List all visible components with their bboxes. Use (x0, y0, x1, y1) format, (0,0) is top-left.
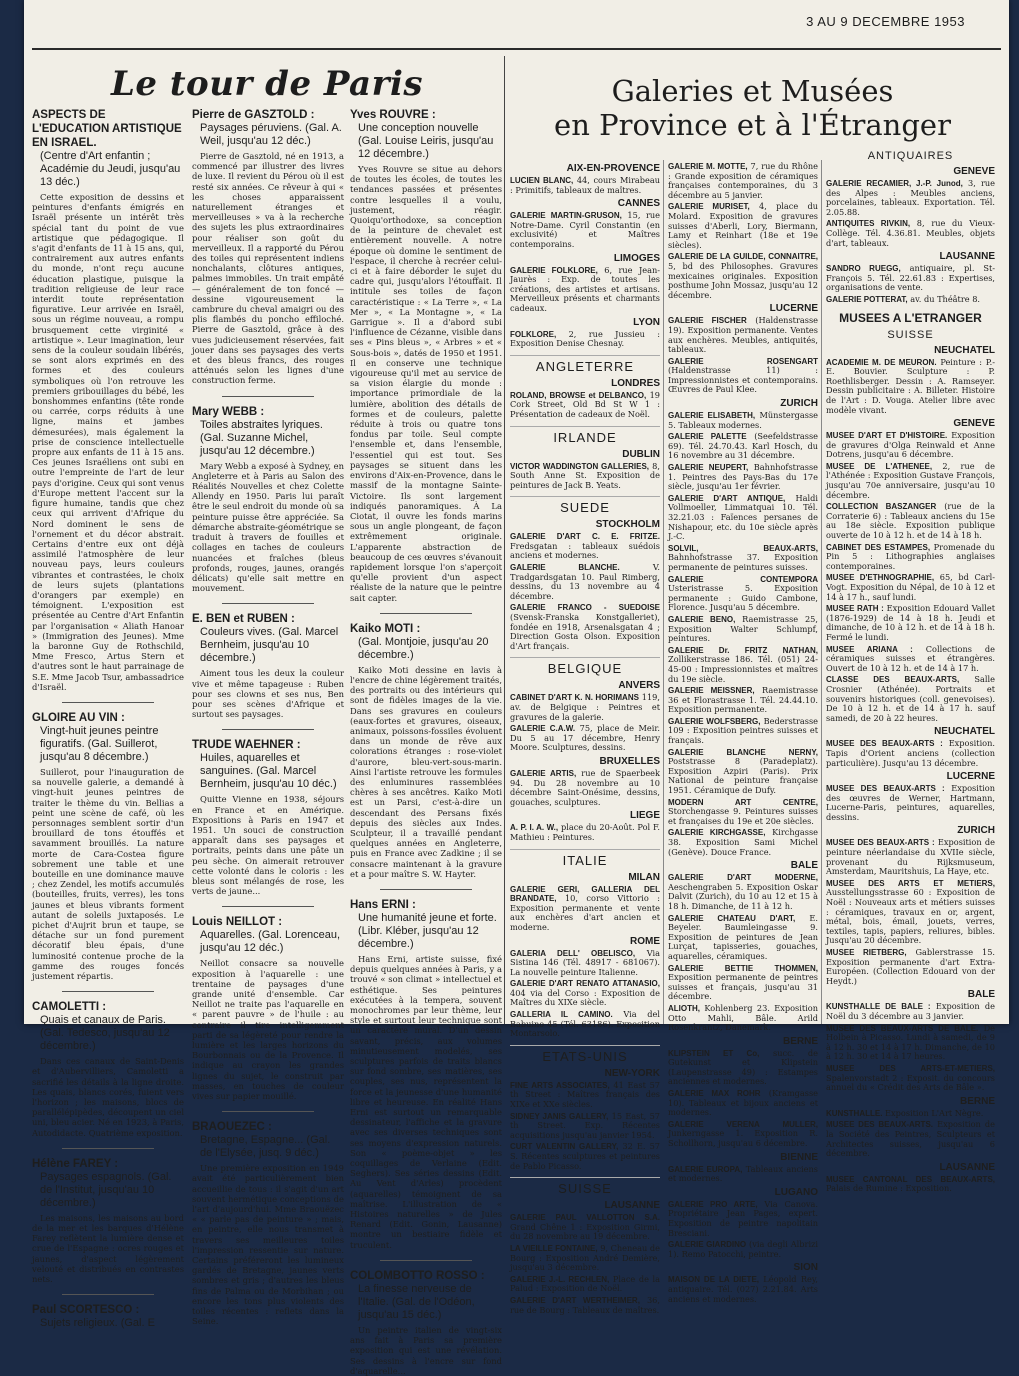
galeries-et-musees-section (510, 56, 996, 1315)
listing-entry: GALERIE M. MOTTE, 7, rue du Rhône : Grande exposition de céramiques françaises contemporaines, du 3 décembre au 5 janvier. (668, 161, 818, 200)
listing-name: CURT VALENTIN GALLERY, (510, 1142, 619, 1152)
listing-entry: MUSEE ARIANA : Collections de céramiques suisses et étrangères. Ouvert de 10 à 12 h. et de 14 à 17 h. (826, 643, 996, 673)
article-heading: COLOMBOTTO ROSSO : (350, 1269, 485, 1282)
listing-entry: GALERIE VERENA MULLER, Junkerngasse 1. Exposition R. Schollhorn, jusqu'au 6 décembre. (668, 1119, 818, 1149)
listing-entry: GALERIE ARTIS, rue de Spaerbeek 94. Du 28 novembre au 10 décembre Saint-Onésime, dessins, gouaches, sculptures. (510, 767, 660, 807)
listing-name: KUNSTHALLE DE BALE : (826, 1002, 931, 1012)
article-separator (62, 1148, 153, 1149)
city-heading: LYON (633, 316, 660, 328)
listing-name: GALERIE BLANCHE NERNY, (668, 747, 818, 757)
listing-name: SOLVIL, BEAUX-ARTS, (668, 543, 818, 553)
listing-name: MUSEE ARIANA : (826, 644, 913, 654)
listing-entry: GALERIE BETTIE THOMMEN, Exposition permanente de peintres suisses et français, jusqu'au 31 décembre. (668, 963, 818, 1002)
listing-name: GALERIE ARTIS, (510, 768, 577, 778)
article-subtitle: Sujets religieux. (Gal. E (40, 1317, 155, 1330)
city-heading: BRUXELLES (599, 755, 660, 767)
listing-name: ROLAND, BROWSE et DELBANCO, (510, 390, 647, 400)
article-separator (380, 613, 471, 614)
column-2 (192, 108, 345, 1327)
article (350, 1269, 502, 1376)
listing-name: GALERIE FISCHER (668, 316, 747, 326)
article-heading: ASPECTS DE L'EDUCATION ARTISTIQUE EN ISRAEL. (32, 109, 182, 149)
article-subtitle: Bretagne, Espagne... (Gal. de l'Elysée, jusq. 9 déc.) (200, 1134, 331, 1160)
listing-name: GALERIE KIRCHGASSE, (668, 828, 766, 838)
listing-entry: VICTOR WADDINGTON GALLERIES, 8, South Anne St. Exposition de peintures de Jack B. Yeats. (510, 460, 660, 490)
listing-entry: FINE ARTS ASSOCIATES, 41 East 57 th Street : Maîtres français des XIXe et XXe siècles. (510, 1079, 660, 1110)
listing-name: FINE ARTS ASSOCIATES, (510, 1080, 610, 1090)
article-heading: Kaiko MOTI : (350, 622, 421, 635)
listing-column-1 (510, 160, 661, 1315)
listing-name: MUSEE DES BEAUX-ARTS : (826, 739, 943, 749)
listing-name: VICTOR WADDINGTON GALLERIES, (510, 461, 650, 471)
listing-entry: MUSEE RIETBERG, Gablerstrasse 15. Exposition permanente d'art Extra-Européen. (Collection Edouard von der Heydt.) (826, 947, 996, 986)
listing-name: GALERIE C.A.W. (510, 724, 576, 734)
listing-entry: GALERIE Dr. FRITZ NATHAN, Zollikerstrasse 186. Tél. (051) 24-45-00 : Impressionnistes et maîtres du 19e siècle. (668, 645, 818, 684)
country-heading: IRLANDE (510, 426, 660, 445)
article-heading: Hans ERNI : (350, 899, 416, 911)
listing-entry: MUSEE DES BEAUX-ARTS DE BALE. De Holbein à Picasso. Lundi à samedi, de 9 à 12 h. 30 et 14 à 17 h. Dimanche, de 10 à 12 h. 30 et 14 à 17 heures. (826, 1022, 995, 1062)
listing-entry: ALIOTH, Kohlenberg 23. Exposition Otto Mahli, Bâle. Arild Rosenkrantz, Danemark. (668, 1002, 818, 1033)
section-heading: ANTIQUAIRES (867, 150, 954, 162)
article-body: Suillerot, pour l'inauguration de sa nouvelle galerie, a demandé à vingt-huit jeunes peintres de traiter le thème du vin. Bellias a peint une scène de café, où les personnages semblent sortir d'un brouillard de tons étouffés et savamment brouillés. La nature morte de Cara-Costea figure sobrement une table et une bouteille en une dominance mauve ; chez Zendel, les motifs accumulés (bouteilles, fruits, verres), les tons jaunes et bleus vibrants forment autant de soleils juxtaposés. Le pichet d'Aujrit brun et taupe, se détache sur un fond purement décoratif bleu épais, d'une luminosité contenue proche de la gamme des rouges foncés justement répartis. (32, 766, 184, 982)
title-line-2: en Province et à l'Étranger (554, 108, 951, 142)
article-subtitle: Huiles, aquarelles et sanguines. (Gal. Marcel Bernheim, jusqu'au 10 déc.) (200, 752, 337, 791)
article-heading: Louis NEILLOT : (192, 916, 283, 929)
city-heading: NEUCHATEL (934, 726, 995, 738)
listing-name: LUCIEN BLANC, (510, 176, 574, 185)
article (192, 612, 344, 719)
listing-name: SIDNEY JANIS GALLERY, (510, 1111, 609, 1121)
city-heading: LIMOGES (613, 252, 660, 264)
listing-name: GALERIE BLANCHE. (510, 563, 620, 573)
section-title-right (510, 56, 995, 156)
listing-name: GALERIE BENO, (668, 614, 736, 624)
article-separator (222, 603, 313, 604)
listing-name: ANTIQUITES RIVKIN, (826, 219, 911, 229)
article-separator (62, 991, 153, 992)
listing-entry: SIDNEY JANIS GALLERY, 15 East, 57 th Street. Exp. Récentes acquisitions jusqu'au janvier 1954. (510, 1110, 660, 1140)
article-body: Quitte Vienne en 1938, séjours en France et en Amérique. Expositions à Paris en 1947 et 1951. Un souci de construction apparaît dans ses paysages et portraits, peints dans une pâte un peu sèche. On aimerait retrouver cette volonté dans le coloris : les bleus sont mélangés de rose, les verts de jaune... (192, 794, 344, 897)
article-body: Kaiko Moti dessine en lavis à l'encre de chine légèrement traités, des portraits ou des intérieurs qui sont de fidèles images de la vie. Dans ses gravures en couleurs (eaux-fortes et gravures, oiseaux, animaux, poissons-fossiles évoluent dans un monde de rêve aux colorations étranges : rose-violet d'aurore, bleu-vert-sous-marin. Ainsi l'artiste retrouve les formules des enluminures rassemblées chères à ses ancêtres. Kaiko Moti est un Parsi, c'est-à-dire un descendant des Persans fixés depuis des siècles aux Indes. Sculpteur, il a travaillé pendant quelques années en Angleterre, puis en France avec Zadkine ; il se consacre maintenant à la gravure et a pour maître S. W. Hayter. (350, 664, 502, 879)
article-body: Mary Webb a exposé à Sydney, en Angleterre et à Paris au Salon des Réalités Nouvelles et chez Colette Allendy en 1950. Paris lui paraît être le seul endroit du monde où sa peinture puisse être appréciée. Sa démarche abstraite-géométrique se traduit à travers de fouilles et collages en taches de couleurs nuancées et fraîches (bleus profonds, rouges, jaunes, orangés délicats) qu'elle sait mettre en mouvement. (192, 460, 345, 594)
article-heading: TRUDE WAEHNER : (192, 739, 301, 752)
listing-name: GALERIE ELISABETH, (668, 411, 756, 421)
listing-entry: GALERIE KIRCHGASSE, Kirchgasse 38. Exposition Sami Michel (Genève). Douce France. (668, 827, 819, 857)
section-heading: SUISSE (887, 328, 934, 341)
listing-entry: GALERIE FOLKLORE, 6, rue Jean-Jaurès : Exp. de toutes les créations, des artistes et artisans. Merveilleux présents et charmants cadeaux. (510, 264, 661, 313)
listing-entry: GALERIE MAX ROHR (Kramgasse 10). Tableaux et bijoux anciens et modernes. (668, 1088, 818, 1118)
listing-name: CABINET DES ESTAMPES, (826, 542, 931, 552)
city-heading: GENEVE (953, 418, 995, 430)
article-subtitle: Une conception nouvelle (Gal. Louise Leiris, jusqu'au 12 décembre.) (358, 122, 494, 160)
listing-name: GALERIE EUROPA, (668, 1164, 743, 1174)
article (192, 1120, 344, 1326)
listing-entry: GALERIE ROSENGART (Haldenstrasse 11) : Impressionnistes et contemporains. Œuvres de Paul Klee. (668, 356, 818, 395)
article-subtitle: Vingt-huit jeunes peintre figuratifs. (Gal. Suillerot, jusqu'au 8 décembre.) (40, 724, 159, 763)
listing-entry: GALERIE FRANCO - SUEDOISE (Svensk-Franska Konstgalleriet), fondée en 1918, Arsenalsgatan 4 ; Direction Gosta Olson. Exposition d'Art français. (510, 603, 660, 651)
listing-entry: GALERIE MARTIN-GRUSON, 15, rue Notre-Dame. Cyril Constantin (en exclusivité) et Maîtres contemporains. (510, 210, 660, 249)
article-heading: Paul SCORTESCO : (32, 1304, 140, 1317)
listing-entry: GALERIE BLANCHE NERNY, Poststrasse 8 (Paradeplatz). Exposition Azpiri (Paris). Prix National de peinture française 1951. Céramique de Dufy. (668, 747, 818, 796)
listing-name: GALERIE MEISSNER, (668, 686, 755, 696)
city-heading: LAUSANNE (939, 1161, 995, 1173)
city-heading: ANVERS (618, 680, 660, 692)
listing-name: GALERIE J.-L. RECHLEN, (510, 1274, 610, 1284)
listing-name: GALERIE PALETTE (668, 432, 747, 442)
listing-entry: MAISON DE LA DIETE, Léopold Rey, antiquaire. Tél. (027) 2.21.84. Arts anciens et modernes. (668, 1274, 818, 1304)
listing-name: MODERN ART CENTRE, (668, 797, 818, 807)
listing-name: MAISON DE LA DIETE, (668, 1275, 760, 1285)
listing-entry: GALERIE EUROPA, Tableaux anciens et modernes. (668, 1163, 818, 1184)
article-subtitle: Quais et canaux de Paris. (Gal. Tedesco, jusqu'au 12 décembre.) (40, 1014, 170, 1053)
listing-entry: MUSEE CANTONAL DES BEAUX-ARTS, Palais de Rumine : Exposition. (826, 1174, 995, 1194)
listing-divider (821, 160, 822, 1024)
listing-entry: ROLAND, BROWSE et DELBANCO, 19 Cork Street, Old Bd St W 1 : Présentation de cadeaux de Noël. (510, 389, 660, 419)
listing-name: GALLERIA IL CAMINO. (510, 1010, 613, 1020)
article-subtitle: Couleurs vives. (Gal. Marcel Bernheim, jusqu'au 10 décembre.) (200, 626, 339, 665)
listing-name: GALERIE WOLFSBERG, (668, 716, 761, 726)
listing-entry: FOLKLORE, 2, rue Jussieu : Exposition Denise Chesnay. (510, 328, 660, 349)
city-heading: LUCERNE (769, 303, 818, 315)
article-separator (222, 1111, 313, 1112)
city-heading: BALE (967, 989, 995, 1001)
listing-entry: KLIPSTEIN ET Co, succ. de Gutekunst et Klipstein (Laupenstrasse 49) : Estampes anciennes et modernes. (668, 1047, 818, 1087)
listing-name: GALERIE FOLKLORE, (510, 265, 598, 275)
city-heading: LUCERNE (946, 771, 995, 783)
section-heading-major: MUSEES A L'ETRANGER (839, 310, 982, 325)
article-subtitle: Toiles abstraites lyriques. (Gal. Suzanne Michel, jusqu'au 12 décembre.) (200, 418, 323, 457)
article-separator (380, 889, 471, 890)
listing-entry: GALERIE D'ART C. E. FRITZE. Fredsgatan : tableaux suédois anciens et modernes. (510, 532, 660, 561)
section-title-left: Le tour de Paris (110, 64, 424, 104)
listing-name: GALERIE D'ART RENATO ATTANASIO, (510, 979, 660, 989)
listing-name: GALERIE VERENA MULLER, (668, 1119, 818, 1129)
listing-name: MUSEE DES BEAUX-ARTS : (826, 838, 935, 848)
listing-entry: CLASSE DES BEAUX-ARTS, Salle Crosnier (Athénée). Portraits et souvenirs historiques (coll. genevoises). De 10 à 12 h. et de 14 à 17 h. sauf samedi, de 20 à 22 heures. (826, 674, 995, 723)
article-separator (222, 729, 313, 730)
listing-name: MUSEE DE L'ATHENEE, (826, 461, 933, 471)
country-heading: ANGLETERRE (510, 355, 660, 374)
article-body: Hans Erni, artiste suisse, fixé depuis quelques années à Paris, y a trouvé « son climat » intellectuel et esthétique. Ses peintures exécutées à la tempera, souvent monochromes par leur thème, leur style et surtout leur technique sont un caractère mural. D'un dessin savant, précis, aux volumes minutieusement modelés, ses sculptures parfois de traits blancs sur fond sombre, ses matières, ses couples, ses nus, représentent la force et la jeunesse d'une humanité libre et heureuse. En réalité Hans Erni est surtout un remarquable dessinateur, l'affiche et la gravure avec ses diverses techniques sont ses moyens d'expression naturels. Son « poème-objet » les coquillages de Verlaine (Edit. Seghers). Ses séries dessins (Edit. Au Vent d'Arles) procèdent (aquarelles) témoignent de sa maîtrise. L'illustration de « Histoires naturelles » de Jules Renard (Edit. Gonin, Lausanne) montre un bestiaire fidèle et truculent. (350, 954, 502, 1250)
article-subtitle: La finesse nerveuse de l'Italie. (Gal. de l'Odéon, jusqu'au 15 déc.) (358, 1282, 475, 1321)
listing-entry: GALERIE RECAMIER, J.-P. Junod, 3, rue des Alpes : Meubles anciens, porcelaines, tableaux. Exportation. Tél. 2.05.88. (826, 178, 995, 217)
newspaper-page (24, 0, 1009, 1376)
listing-name: A. P. I. A. W., (510, 823, 559, 833)
article-subtitle: (Gal. Montjoie, jusqu'au 20 décembre.) (358, 635, 489, 661)
city-heading: SION (793, 1262, 818, 1274)
city-heading: BERNE (782, 1035, 818, 1047)
listing-name: SANDRO RUEGG, (826, 264, 901, 274)
listing-entry: GALERIE PRO ARTE, Via Canova. Propriétaire Jean Pages, expert. Exposition de peintre napolitain Bresciani. (668, 1198, 819, 1238)
listing-entry: MODERN ART CENTRE, Storchengasse 9. Peintures suisses et françaises du 19e et 20e siècles. (668, 797, 818, 826)
article-body: Yves Rouvre se situe au dehors de toutes les écoles, de toutes les tendances passées et présentes contre lesquelles il a voulu, justement, réagir. Quoiqu'orthodoxe, sa conception de la peinture de chevalet est entièrement nouvelle. A notre époque où domine le sentiment de l'espace, il cherche à recréer celui-ci et à faire déborder le sujet du cadre qui, jusqu'alors l'étouffait. Il intitule ses toiles de façon caractéristique : « La Terre », « La Mer », « La Montagne », « La Garrigue ». Il a d'abord subi l'influence de Cézanne, visible dans ses « Pins bleus », « Arbres » et « Sous-bois », datés de 1950 et 1951. Il en conserve une technique vigoureuse qu'il met au service de sa vision élargie du monde : importance primordiale de la lumière, abolition des détails de formes et de couleurs, palette réduite à trois ou quatre tons fondus par toile. Seul compte l'ensemble et, dans l'ensemble, l'essentiel qui est tout. Ses paysages se situent dans les environs d'Aix-en-Provence, dans le massif de la montagne Sainte-Victoire. Ils sont largement indiqués panoramiques. À La Ciotat, il ouvre les fonds marins sous un angle plongeant, de façon extrêmement originale. L'apparente abstraction de beaucoup de ces œuvres s'évanouit rapidement lorsque l'on s'aperçoit qu'elle provient d'un aspect réaliste de la nature que le peintre sait capter. (350, 164, 502, 603)
article-heading: GLOIRE AU VIN : (32, 711, 125, 724)
article-separator (380, 1260, 471, 1261)
article-body: Dans ces canaux de Saint-Denis et d'Aubervilliers, Camoletti a sacrifié les détails à la ligne droite. Les quais, blancs corés, fuient vers l'horizon ; les maisons, blocs de parallélépipèdes, découpent un ciel uni, bleu acier. Né en 1923, à Paris, Autodidacte. Quatrième exposition. (32, 1056, 184, 1138)
listing-entry: MUSEE D'ETHNOGRAPHIE, 65, bd Carl-Vogt. Exposition du Népal, de 10 à 12 et 14 à 17 h., sauf lundi. (826, 572, 995, 602)
listing-name: GALERIE PAUL VALLOTTON S.A. (510, 1213, 660, 1223)
listing-entry: MUSEE DE L'ATHENEE, 2, rue de l'Athénée : Exposition Gustave François, jusqu'au 70e anniversaire, jusqu'au 10 décembre. (826, 460, 995, 500)
listing-entry: SOLVIL, BEAUX-ARTS, Bahnhofstrasse 37. Exposition permanente de peintures suisses. (668, 543, 818, 572)
listing-entry: LA VIEILLE FONTAINE, 9, Cheneau de Bourg : Exposition André Demière, jusqu'au 3 décembre. (510, 1242, 660, 1273)
listing-name: GALERIE D'ART C. E. FRITZE. (510, 532, 660, 542)
article-body: Les maisons, les maisons au bord de la mer et les barques d'Hélène Farey reflètent la lumière dense et crue de l'Espagne : ocres rouges et jaunes, d'aspect légèrement velouté et distribués en contrastes nets. (32, 1212, 184, 1285)
article-heading: Hélène FAREY : (32, 1157, 119, 1170)
city-heading: NEW-YORK (604, 1067, 660, 1079)
listing-name: MUSEE DES BEAUX-ARTS : (826, 784, 945, 794)
article (192, 108, 344, 386)
listing-column-3 (826, 148, 996, 1194)
city-heading: ZURICH (957, 825, 995, 837)
city-heading: BALE (790, 860, 818, 872)
city-heading: ZURICH (780, 398, 818, 410)
listing-entry: GALERIE D'ART ANTIQUE, Haldi Vollmoeller, Limmatquai 10. Tél. 32.21.03 : Faïences persanes de Nishapour, etc. du 10e siècle après J.-C. (668, 492, 818, 542)
listing-name: KUNSTHALLE. (826, 1108, 883, 1118)
city-heading: GENEVE (953, 166, 995, 177)
listing-name: GALERIE CHATEAU D'ART, (668, 913, 796, 923)
city-heading: LAUSANNE (604, 1200, 660, 1212)
article-heading: Yves ROUVRE : (350, 109, 436, 121)
listing-entry: GALLERIA IL CAMINO. Via del Babuino 45 (Tél. 63186). Exposition Montarsolo. (510, 1009, 660, 1039)
title-line-1: Galeries et Musées (611, 74, 894, 108)
listing-entry: MUSEE DES ARTS ET METIERS, Ausstellungsstrasse 60 : Exposition de Noël : Nouveaux arts et métiers suisses : céramiques, travaux en or, argent, métal, bois, émail, jouets, verres, textiles, tapis, papiers, reliures, bibles. Jusqu'au 20 décembre. (826, 878, 995, 946)
listing-entry: GALERIE D'ART MODERNE, Aeschengraben 5. Exposition Oskar Dalvit (Zurich), du 10 au 12 et 15 à 18 h. Dimanche, de 11 à 12 h. (668, 873, 818, 911)
listing-entry: GALERIE CHATEAU D'ART, E. Beyeler. Baumleingasse 9. Exposition de peintures de Jean Lurçat, tapisseries, gouaches, aquarelles, céramiques. (668, 912, 818, 961)
listing-entry: GALERIE D'ART RENATO ATTANASIO, 404 via del Corso : Exposition de Maîtres du XIXe siècle. (510, 979, 660, 1008)
article-heading: Pierre de GASZTOLD : (192, 109, 315, 121)
listing-entry: GALERIE PAUL VALLOTTON S.A. Grand Chêne 1 : Exposition Girmi, du 28 novembre au 19 décembre. (510, 1213, 660, 1242)
listing-name: GALERIE GIARDINO (668, 1240, 747, 1250)
listing-entry: MUSEE DES BEAUX-ARTS : Exposition. Tapis d'Orient anciens (collection particulière). Jusqu'au 13 décembre. (826, 738, 995, 768)
article-heading: E. BEN et RUBEN : (192, 613, 295, 626)
article-subtitle: (Centre d'Art enfantin ; Académie du Jeudi, jusqu'au 13 déc.) (40, 150, 181, 188)
listing-entry: A. P. I. A. W., place du 20-Août. Pol F. Mathieu : Peintures. (510, 822, 660, 842)
listing-entry: MUSEE DES BEAUX-ARTS : Exposition des œuvres de Werner, Hartmann, Lucerne-Paris, peintures, aquarelles, dessins. (826, 783, 995, 822)
listing-name: FOLKLORE, (510, 329, 557, 339)
listing-entry: CABINET DES ESTAMPES, Promenade du Pin 5 : Lithographies anglaises contemporaines. (826, 541, 995, 571)
city-heading: LUGANO (774, 1186, 818, 1198)
listing-name: GALERIE PRO ARTE, (668, 1199, 758, 1209)
article-heading: Mary WEBB : (192, 405, 265, 418)
listing-name: GALERIE D'ART WERTHEIMER, (510, 1295, 640, 1305)
city-heading: BERNE (959, 1095, 995, 1107)
listing-name: ALIOTH, (668, 1003, 700, 1013)
listing-entry: GALERIE BENO, Raemistrasse 25, Exposition Walter Schlumpf, peintures. (668, 613, 818, 644)
listing-entry: GALERIE GERI, GALLERIA DEL BRANDATE, 10, corso Vittorio : Exposition permanente et vente aux enchères d'art ancien et moderne. (510, 884, 660, 932)
city-heading: MILAN (628, 871, 660, 883)
article-body: Cette exposition de dessins et peintures d'enfants émigrés en Israël présente un intérêt très spécial tant du point de vue artistique que pédagogique. Il s'agit d'enfants de 11 à 15 ans, qui, contrairement aux autres enfants du monde, n'ont reçu aucune éducation plastique, puisque la tradition religieuse de leur race interdit toute représentation figurative. Leur arrivée en Israël, sous un régime nouveau, a rompu brusquement cette virginité « artistique ». Leur imagination, leur sens de la couleur soudain libérés, se sont alors exprimés en des formes et des couleurs symboliques où l'on retrouve les premiers gribouillages du bébé, les bonshommes enfantins (tête ronde ou carrée, corps réduits à une ligne, mains et jambes démesurées), mais également la prise de conscience intellectuelle propre aux enfants de 11 à 15 ans. Ces jeunes Israéliens ont subi en outre l'empreinte de l'art de leur pays d'origine. Ceux qui sont venus d'Europe mettent l'accent sur la figure humaine, tandis que chez ceux qui arrivent d'Afrique du Nord dominent le sens de l'ornement et du décor abstrait. Certains d'entre eux ont déjà assimilé l'atmosphère de leur nouveau pays, leurs couleurs vibrantes et contrastées, le choix de leurs sujets (plantations d'orangers par exemple) en témoignent. L'exposition est présentée au Centre d'Art Enfantin par l'organisation « Aliath Hanoar » (Immigration des Jeunes). Mme la baronne Guy de Rothschild, Mme Fresco, Artus Stern et d'autres sont le haut parrainage de S.E. Mme Jacob Tsur, ambassadrice d'Israël. (32, 192, 184, 692)
listing-entry: MUSEE D'ART ET D'HISTOIRE. Exposition de gravures d'Olga Reinwald et Anne Dotrens, jusqu'au 6 décembre. (826, 430, 995, 460)
listing-name: GALERIE CONTEMPORA (668, 574, 818, 584)
listing-entry: ACADEMIE M. DE MEURON. Peinture : P.-E. Bouvier. Sculpture : P. Roethlisberger. Dessin : A. Ramseyer. Dessin publicitaire : A. Billeter. Histoire de l'Art : D. Vouga. Atelier libre avec modèle vivant. (826, 356, 995, 415)
listing-entry: GALERIE BLANCHE. V. Tradgardsgatan 10. Paul Rimberg, dessins, du 13 novembre au 4 décembre. (510, 562, 660, 601)
city-heading: CANNES (617, 198, 660, 210)
listing-entry: SANDRO RUEGG, antiquaire, pl. St-François 5. Tél. 22.61.83 : Expertises, organisations de vente. (826, 263, 996, 293)
country-heading: SUISSE (510, 1177, 660, 1196)
city-heading: NEUCHATEL (934, 344, 995, 356)
listing-name: MUSEE DES BEAUX-ARTS DE BALE. (826, 1023, 979, 1033)
listing-column-2 (668, 160, 819, 1304)
listing-entry: GALERIE CONTEMPORA Usteristrasse 5. Exposition permanente : Guido Cambone, Florence. Jusqu'au 5 décembre. (668, 574, 818, 613)
listing-entry: GALERIE C.A.W. 75, place de Meir. Du 5 au 17 décembre, Henry Moore. Sculptures, dessins. (510, 723, 660, 753)
listing-name: LA VIEILLE FONTAINE, (510, 1243, 598, 1253)
listing-name: GALERIE MAX ROHR (668, 1089, 761, 1099)
article (192, 405, 344, 594)
country-heading: ETATS-UNIS (510, 1045, 660, 1064)
listing-name: GALERIE M. MOTTE, (668, 162, 748, 171)
article (350, 622, 502, 879)
article-body: Pierre de Gasztold, né en 1913, a commencé par illustrer des livres de luxe. Il revient du Pérou où il est resté six années. Ce rêveur à qui « les choses apparaissent naturellement étranges et merveilleuses » va à la recherche des sujets les plus extraordinaires pour réaliser son goût du merveilleux. Il a rapporté du Pérou des toiles qui représentent indiens nonchalants, clôtures antiques, palmes immobiles. Un trait empâté — généralement de ton foncé — dessine vigoureusement la cambrure du cheval amaigri ou des plis flambés du poncho effiloché. Pierre de Gasztold, grâce à des vues judicieusement réservées, fait jouer dans ses paysages des verts et des bleus francs, des rouges atténués selon les lignes d'une construction ferme. (192, 151, 344, 386)
article-separator (222, 396, 313, 397)
listing-entry: GALERIE J.-L. RECHLEN, Place de la Palud : Exposition de Noël. (510, 1273, 660, 1294)
city-heading: LAUSANNE (939, 251, 995, 263)
le-tour-de-paris-section (32, 56, 502, 1376)
city-heading: LONDRES (611, 377, 660, 389)
country-heading: SUEDE (510, 496, 660, 515)
dateline: 3 AU 9 DECEMBRE 1953 (806, 14, 965, 29)
listing-entry: GALERIE MURISET, 4, place du Molard. Exposition de gravures suisses d'Aberli, Lory, Biermann, Lamy et Reinhart (18e et 19e siècles). (668, 201, 818, 250)
listing-name: COLLECTION BASZANGER (826, 502, 937, 512)
country-heading: ITALIE (510, 849, 660, 868)
article-separator (62, 702, 153, 703)
listing-entry: MUSEE DES BEAUX-ARTS. Exposition de la Société des Peintres, Sculpteurs et Architectes suisses, jusqu'au 6 décembre. (826, 1119, 995, 1159)
article-heading: BRAOUEZEC : (192, 1121, 272, 1134)
article (192, 738, 344, 896)
listing-name: GALERIA DELL' OBELISCO, (510, 948, 636, 958)
listing-entry: CABINET D'ART K. N. HORIMANS 119, av. de Belgique : Peintres et gravures de la galerie. (510, 692, 660, 722)
article-subtitle: Une humanité jeune et forte. (Libr. Kléber, jusqu'au 12 décembre.) (358, 912, 497, 950)
listing-name: MUSEE CANTONAL DES BEAUX-ARTS, (826, 1174, 995, 1184)
listing-entry: GALERIA DELL' OBELISCO, Via Sistina 146 (Tél. 48917 - 681067). La nouvelle peinture Italienne. (510, 947, 660, 977)
city-heading: ROME (630, 935, 660, 947)
listing-entry: GALERIE D'ART WERTHEIMER, 36, rue de Bourg : Tableaux de maîtres. (510, 1294, 660, 1315)
listing-name: CABINET D'ART K. N. HORIMANS (510, 693, 639, 703)
listing-entry: GALERIE ELISABETH, Münstergasse 5. Tableaux modernes. (668, 410, 818, 430)
article-subtitle: Paysages péruviens. (Gal. A. Weil, jusqu'au 12 déc.) (200, 122, 342, 147)
listing-entry: MUSEE DES ARTS-ET-METIERS, Spalenvorstadt 2 : Exposit. du concours annuel du « Crédit des Arts de Bâle ». (826, 1063, 995, 1093)
listing-name: MUSEE RIETBERG, (826, 948, 907, 957)
listing-entry: GALERIE FISCHER (Haldenstrasse 19). Exposition permanente. Ventes aux enchères. Meubles, antiquités, tableaux. (668, 315, 818, 355)
city-heading: AIX-EN-PROVENCE (566, 163, 660, 174)
listing-name: GALERIE ROSENGART (668, 356, 818, 366)
listing-name: MUSEE RATH : (826, 604, 884, 614)
listing-entry: MUSEE RATH : Exposition Edouard Vallet (1876-1929) de 14 à 18 h. Jeudi et dimanche, de 10 à 12 h. et de 14 à 18 h. Fermé le lundi. (826, 603, 996, 642)
listing-name: GALERIE Dr. FRITZ NATHAN, (668, 645, 818, 655)
listing-name: MUSEE DES BEAUX-ARTS. (826, 1120, 934, 1130)
listing-name: MUSEE DES ARTS-ET-METIERS, (826, 1063, 995, 1073)
listing-name: GALERIE MARTIN-GRUSON, (510, 211, 622, 221)
listing-entry: GALERIE NEUPERT, Bahnhofstrasse 1. Peintres des Pays-Bas du 17e siècle, jusqu'au 1er février. (668, 462, 818, 492)
listing-name: MUSEE DES ARTS ET METIERS, (826, 878, 995, 888)
listing-entry: MUSEE DES BEAUX-ARTS : Exposition de peinture néerlandaise du XVIIe siècle, provenant du Rijksmuseum, Amsterdam, Mauritshuis, La Haye, etc. (826, 837, 995, 877)
article-separator (62, 1294, 153, 1295)
listing-name: GALERIE BETTIE THOMMEN, (668, 963, 818, 973)
article (32, 1303, 184, 1330)
column-divider (504, 56, 505, 1024)
city-heading: BIENNE (780, 1151, 818, 1163)
city-heading: LIEGE (629, 810, 660, 822)
listing-name: CLASSE DES BEAUX-ARTS, (826, 675, 960, 685)
listing-entry: GALERIE DE LA GUILDE, CONNAITRE, 5, bd des Philosophes. Gravures mexicaines originales. Exposition posthume John Mossaz, jusqu'au 12 décembre. (668, 252, 818, 300)
article (32, 1157, 184, 1284)
listing-name: ACADEMIE M. DE MEURON. (826, 357, 937, 367)
column-3 (350, 108, 502, 1376)
city-heading: STOCKHOLM (595, 519, 660, 531)
article-body: Neillot consacre sa nouvelle exposition à l'aquarelle : une trentaine de paysages d'une grande unité d'ensemble. Car Neillot ne traite pas l'aquarelle en « parent pauvre » de l'huile : au contraire il tire intelligemment parti de sa légèreté pour rendre la lumière et les larges horizons du Bourbonnais ou de la Provence. Il indique au crayon les grandes lignes du sujet, le construit par masses, en touches de couleur vives sur papier mouillé. (192, 958, 344, 1101)
article-heading: CAMOLETTI : (32, 1001, 107, 1014)
listing-entry: GALERIE GIARDINO (via degli Albrizi 1). Remo Patocchi, peintre. (668, 1239, 818, 1259)
article (32, 108, 184, 692)
listing-entry: GALERIE POTTERAT, av. du Théâtre 8. (826, 293, 981, 304)
listing-name: KLIPSTEIN ET Co, (668, 1048, 760, 1058)
article-body: Une première exposition en 1949 avait été particulièrement bien accueillie de tous : il s'agit d'un art souvent hermétique conceptions de l'art d'aujourd'hui. Mme Braouëzec « « parle pas de peinture » ; mais, en peintre, elle nous transmet à travers ses meilleures toiles l'impression ressentie sur nature. Certains préféreront les lumineux gardés de Bretagne, jaunes verts sombres et gris ; d'autres les bleus fins de Palma ou de Morbihan ; ou encore les tons plus violents des toiles récentes : reflets dans la Seine. (192, 1163, 344, 1327)
listing-name: GALERIE MURISET, (668, 202, 750, 212)
listing-name: MUSEE D'ART ET D'HISTOIRE. (826, 431, 948, 441)
listing-entry: COLLECTION BASZANGER (rue de la Corraterie 6) : Tableaux anciens du 15e au 18e siècle. Exposition publique ouverte de 10 à 12 h. et de 14 à 18 h. (826, 501, 995, 541)
article-separator (222, 906, 313, 907)
listing-name: GALERIE GERI, GALLERIA DEL BRANDATE, (510, 884, 660, 904)
top-rule (32, 48, 1001, 50)
article (32, 1000, 184, 1138)
listing-name: GALERIE RECAMIER, J.-P. Junod, (826, 179, 963, 188)
listing-divider (663, 160, 664, 1024)
article (192, 915, 344, 1101)
city-heading: DUBLIN (622, 448, 660, 460)
listing-name: GALERIE DE LA GUILDE, CONNAITRE, (668, 252, 818, 262)
listing-name: GALERIE FRANCO - SUEDOISE (510, 603, 660, 613)
listing-name: GALERIE D'ART ANTIQUE, (668, 493, 786, 503)
country-heading: BELGIQUE (510, 657, 660, 676)
listing-entry: ANTIQUITES RIVKIN, 8, rue du Vieux-Collège. Tél. 4.36.81. Meubles, objets d'art, tableaux. (826, 218, 995, 248)
article-subtitle: Paysages espagnols. (Gal. de l'Institut, jusqu'au 10 décembre.) (40, 1170, 172, 1209)
column-1 (32, 108, 184, 1330)
article-body: Un peintre italien de vingt-six ans fait à Paris sa première exposition qui est une révélation. Ses dessins à l'encre sur fond d'aquarelle... (350, 1324, 502, 1376)
listing-name: MUSEE D'ETHNOGRAPHIE, (826, 573, 935, 583)
listing-entry: GALERIE WOLFSBERG, Bederstrasse 109 : Exposition peintres suisses et français. (668, 715, 818, 746)
article-body: Aiment tous les deux la couleur vive et même tapageuse : Ruben pour ses clowns et ses nus, Ben pour ses scènes d'Afrique et surtout ses paysages. (192, 668, 344, 720)
listing-name: GALERIE POTTERAT, (826, 294, 908, 304)
listing-entry: LUCIEN BLANC, 44, cours Mirabeau : Primitifs, tableaux de maîtres. (510, 175, 660, 195)
listing-name: GALERIE D'ART MODERNE, (668, 873, 818, 883)
listing-name: GALERIE NEUPERT, (668, 463, 749, 473)
listing-entry: KUNSTHALLE. Exposition L'Art Nègre. (826, 1107, 984, 1118)
listing-entry: GALERIE MEISSNER, Raemistrasse 36 et Florastrasse 1. Tél. 24.44.10. Exposition permanente. (668, 685, 818, 715)
article (350, 898, 502, 1250)
listing-entry: KUNSTHALLE DE BALE : Exposition de Noël du 3 décembre au 3 janvier. (826, 1001, 995, 1021)
listing-entry: CURT VALENTIN GALLERY, 32 E. 57 S. Récentes sculptures et peintures de Pablo Picasso. (510, 1141, 660, 1171)
article (350, 108, 502, 603)
article (32, 711, 184, 981)
listing-entry: GALERIE PALETTE (Seefeldstrasse 69). Tél. 24.70.43. Karl Hosch, du 16 novembre au 31 décembre. (668, 431, 818, 461)
article-subtitle: Aquarelles. (Gal. Lorenceau, jusqu'au 12 déc.) (200, 929, 341, 955)
